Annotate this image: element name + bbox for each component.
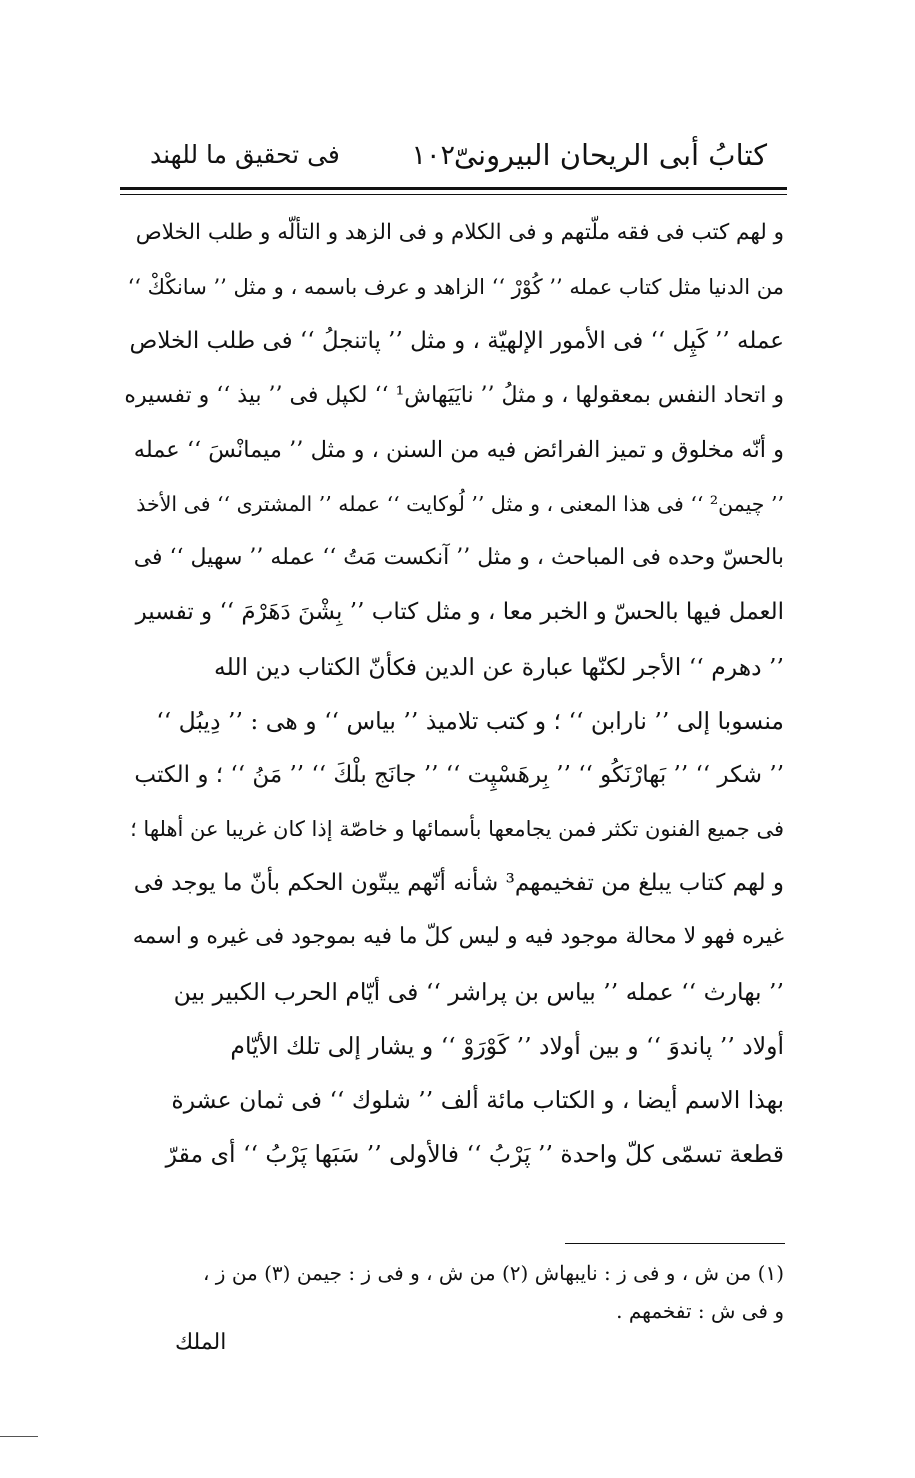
- text-line: ’’ دهرم ‘‘ الأجر لكنّها عبارة عن الدين فكأنّ الكتاب دين الله: [213, 652, 784, 681]
- running-header: [140, 128, 775, 188]
- footnote-rule: [565, 1243, 785, 1244]
- text-line: أولاد ’’ پاندوَ ‘‘ و بين أولاد ’’ كَوْرَوْ ‘‘ و يشار إلى تلك الأيّام: [230, 1031, 784, 1060]
- text-line: عمله ’’ كَپِل ‘‘ فى الأمور الإلهيّة ، و مثل ’’ پاتنجلُ ‘‘ فى طلب الخلاص: [129, 328, 784, 355]
- book-title: كتابُ أبى الريحان البيرونىّ: [453, 138, 767, 172]
- text-line: قطعة تسمّى كلّ واحدة ’’ پَرْبُ ‘‘ فالأولى ’’ سَبَها پَرْبُ ‘‘ أى مقرّ: [165, 1140, 784, 1169]
- text-line: غيره فهو لا محالة موجود فيه و ليس كلّ ما فيه بموجود فى غيره و اسمه: [132, 924, 784, 950]
- catchword: الملك: [175, 1330, 227, 1355]
- text-line: ’’ شكر ‘‘ ’’ بَهارْنَكُو ‘‘ ’’ بِرهَسْپِت ‘‘ ’’ جانَج بلْكَ ‘‘ ’’ مَنُ ‘‘ ؛ و الكتب: [134, 761, 784, 788]
- footnote-line: (١) من ش ، و فى ز : نايبهاش (٢) من ش ، و فى ز : جيمن (٣) من ز ،: [202, 1261, 784, 1285]
- text-line: بهذا الاسم أيضا ، و الكتاب مائة ألف ’’ شلوك ‘‘ فى ثمان عشرة: [171, 1086, 784, 1114]
- text-line: منسوبا إلى ’’ نارابن ‘‘ ؛ و كتب تلاميذ ’’ بياس ‘‘ و هى : ’’ دِيبُل ‘‘: [156, 706, 784, 735]
- text-line: بالحسّ وحده فى المباحث ، و مثل ’’ آنكست مَتُ ‘‘ عمله ’’ سهيل ‘‘ فى: [133, 545, 784, 571]
- scan-edge-mark: [0, 1436, 38, 1437]
- text-line: ’’ چيمن² ‘‘ فى هذا المعنى ، و مثل ’’ لُوكايت ‘‘ عمله ’’ المشترى ‘‘ فى الأخذ: [136, 491, 784, 516]
- text-line: و لهم كتاب يبلغ من تفخيمهم³ شأنه أنّهم يبتّون الحكم بأنّ ما يوجد فى: [133, 870, 784, 897]
- page-number: ١٠٢: [411, 140, 455, 171]
- footnotes: [124, 1254, 784, 1330]
- text-line: و أنّه مخلوق و تميز الفرائض فيه من السنن ، و مثل ’’ ميمانْسَ ‘‘ عمله: [133, 436, 784, 463]
- text-line: ’’ بهارث ‘‘ عمله ’’ بياس بن پراشر ‘‘ فى أيّام الحرب الكبير بين: [173, 977, 784, 1006]
- footnote-line: و فى ش : تفخمهم .: [616, 1299, 784, 1323]
- text-line: العمل فيها بالحسّ و الخبر معا ، و مثل كتاب ’’ بِشْنَ دَهَرْمَ ‘‘ و تفسير: [135, 599, 784, 626]
- text-line: و لهم كتب فى فقه ملّتهم و فى الكلام و فى الزهد و التألّه و طلب الخلاص: [135, 220, 784, 245]
- main-text: [124, 206, 784, 1181]
- header-rule-thin: [120, 194, 787, 195]
- header-rule-thick: [120, 187, 787, 190]
- text-line: فى جميع الفنون تكثر فمن يجامعها بأسمائها و خاصّة إذا كان غريبا عن أهلها ؛: [130, 817, 784, 842]
- text-line: من الدنيا مثل كتاب عمله ’’ كُوْرْ ‘‘ الزاهد و عرف باسمه ، و مثل ’’ سانكْكْ ‘‘: [127, 275, 784, 300]
- text-line: و اتحاد النفس بمعقولها ، و مثلُ ’’ نايَيَهاش¹ ‘‘ لكپل فى ’’ بيذ ‘‘ و تفسيره: [124, 382, 784, 408]
- book-subtitle: فى تحقيق ما للهند: [150, 140, 340, 169]
